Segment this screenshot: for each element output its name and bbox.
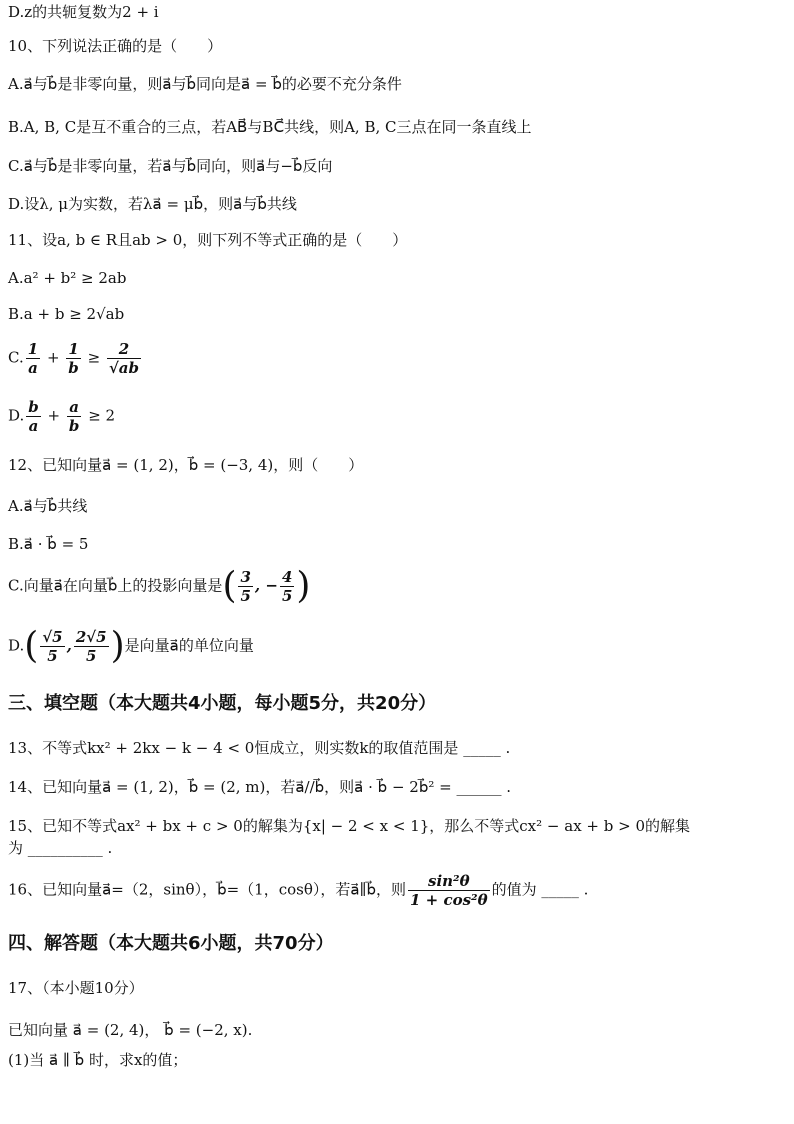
option-text: 是向量a⃗的单位向量	[124, 636, 254, 655]
denominator: √ab	[108, 359, 140, 377]
section-3-heading: 三、填空题（本大题共4小题，每小题5分，共20分）	[8, 693, 437, 714]
q11-stem: 11、设a, b ∈ R且ab > 0，则下列不等式正确的是（ ）	[8, 231, 408, 249]
left-paren: (	[222, 565, 237, 607]
q12-option-b: B.a⃗ · b⃗ = 5	[8, 535, 89, 553]
fraction	[26, 398, 41, 435]
fraction	[74, 628, 109, 665]
denominator: 5	[281, 587, 293, 605]
section-4-heading: 四、解答题（本大题共6小题，共70分）	[8, 933, 334, 954]
denominator: a	[28, 359, 38, 377]
numerator: sin²θ	[408, 872, 490, 891]
q11-option-b: B.a + b ≥ 2√ab	[8, 305, 125, 323]
fraction	[408, 872, 490, 909]
denominator: b	[68, 359, 79, 377]
fraction	[280, 568, 294, 605]
question-text: 的值为 _____ .	[491, 880, 589, 899]
q10-option-d: D.设λ, μ为实数，若λa⃗ = μb⃗，则a⃗与b⃗共线	[8, 195, 297, 213]
separator: , −	[254, 576, 278, 595]
q15: 15、已知不等式ax² + bx + c > 0的解集为{x| − 2 < x < 1}，那么不等式cx² − ax + b > 0的解集	[8, 817, 691, 835]
right-paren: )	[110, 625, 125, 667]
denominator: b	[68, 417, 80, 435]
numerator: √5	[42, 628, 63, 646]
numerator: b	[28, 398, 39, 416]
q10-option-a: A.a⃗与b⃗是非零向量，则a⃗与b⃗同向是a⃗ = b⃗的必要不充分条件	[8, 75, 402, 93]
question-text: 16、已知向量a⃗=（2，sinθ），b⃗=（1，cosθ），若a⃗∥b⃗，则	[8, 880, 407, 899]
numerator: 3	[240, 568, 251, 586]
numerator: a	[67, 398, 82, 417]
q10-stem: 10、下列说法正确的是（ ）	[8, 37, 223, 55]
operator: ≥ 2	[88, 406, 116, 425]
fraction	[66, 340, 81, 377]
q11-option-d	[8, 398, 115, 435]
q17-header: 17、（本小题10分）	[8, 979, 144, 997]
q12-option-a: A.a⃗与b⃗共线	[8, 497, 88, 515]
q13: 13、不等式kx² + 2kx − k − 4 < 0恒成立，则实数k的取值范围是 _____ .	[8, 739, 511, 757]
denominator: 5	[47, 647, 58, 665]
denominator: 1 + cos²θ	[410, 891, 488, 909]
separator: ,	[66, 636, 72, 655]
fraction	[40, 628, 64, 665]
fraction	[238, 568, 252, 605]
operator: +	[46, 348, 60, 367]
option-text: C.向量a⃗在向量b⃗上的投影向量是	[8, 576, 223, 595]
q9-option-d: D.z的共轭复数为2 + i	[8, 3, 159, 21]
numerator: 2	[107, 340, 141, 359]
q10-option-b: B.A, B, C是互不重合的三点，若AB⃗与BC⃗共线，则A, B, C三点在同一条直线上	[8, 118, 532, 136]
q14: 14、已知向量a⃗ = (1, 2)，b⃗ = (2, m)，若a⃗//b⃗，则a⃗ · b⃗ − 2b⃗² = ______ .	[8, 778, 512, 796]
q17-part-1: (1)当 a⃗ ∥ b⃗ 时，求x的值；	[8, 1051, 188, 1069]
q10-option-c: C.a⃗与b⃗是非零向量，若a⃗与b⃗同向，则a⃗与−b⃗反向	[8, 157, 333, 175]
numerator: 2√5	[75, 628, 107, 646]
numerator: 1	[27, 340, 39, 358]
numerator: 1	[66, 340, 81, 359]
denominator: 5	[85, 647, 97, 665]
operator: ≥	[87, 348, 101, 367]
option-prefix: D.	[8, 636, 25, 655]
right-paren: )	[296, 565, 311, 607]
fraction	[107, 340, 141, 377]
q17-stem: 已知向量 a⃗ = (2, 4)， b⃗ = (−2, x).	[8, 1021, 253, 1039]
denominator: a	[28, 417, 39, 435]
q12-option-d	[8, 625, 254, 667]
q15-continued: 为 __________ .	[8, 839, 113, 857]
q12-stem: 12、已知向量a⃗ = (1, 2)，b⃗ = (−3, 4)，则（ ）	[8, 456, 364, 474]
left-paren: (	[24, 625, 39, 667]
option-prefix: D.	[8, 406, 25, 425]
fraction	[26, 340, 40, 377]
q12-option-c	[8, 565, 311, 607]
q11-option-a: A.a² + b² ≥ 2ab	[8, 269, 127, 287]
q16	[8, 872, 588, 909]
option-prefix: C.	[8, 348, 24, 367]
fraction	[67, 398, 82, 435]
operator: +	[47, 406, 61, 425]
q11-option-c	[8, 340, 143, 377]
denominator: 5	[240, 587, 251, 605]
numerator: 4	[281, 568, 293, 586]
